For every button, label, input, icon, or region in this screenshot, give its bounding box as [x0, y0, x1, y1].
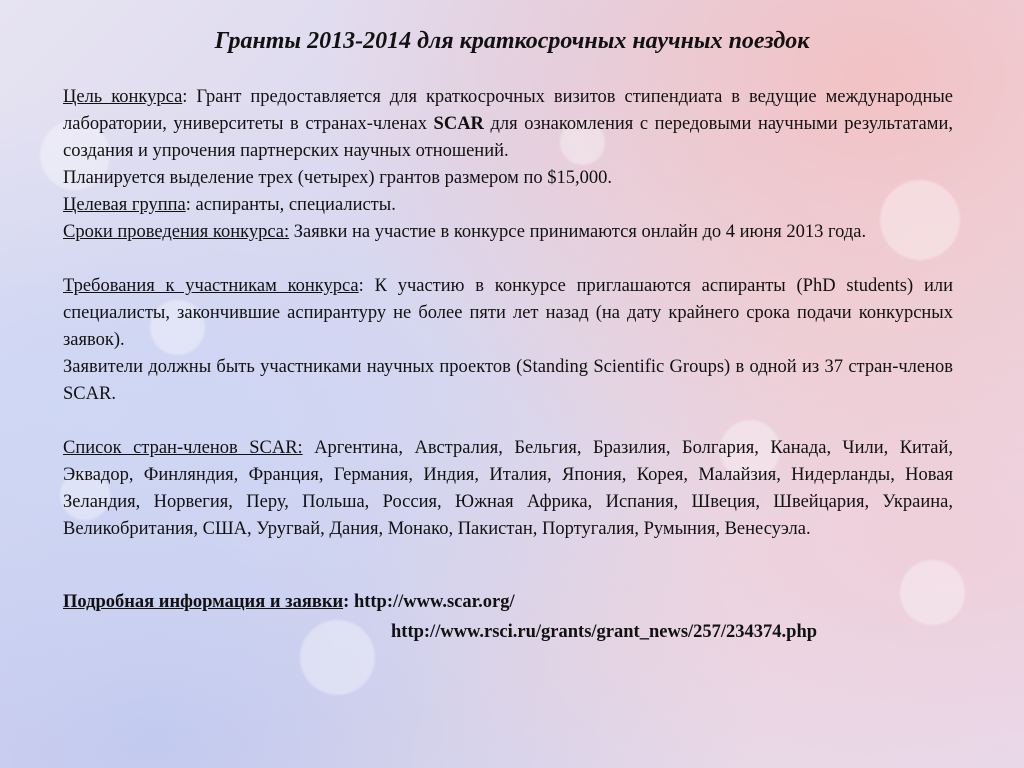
applicants-paragraph: Заявители должны быть участниками научных проектов (Standing Scientific Groups) в одной из 37 стран-членов SCAR.: [63, 357, 953, 404]
goal-emph: SCAR: [433, 114, 484, 134]
target-paragraph: [63, 192, 953, 219]
goal-label: Цель конкурса: [63, 87, 183, 107]
more-info-block: [63, 587, 953, 647]
requirements-sep: :: [358, 276, 375, 296]
countries-text: Аргентина, Австралия, Бельгия, Бразилия, Болгария, Канада, Чили, Китай, Эквадор, Финляндия, Франция, Германия, Индия, Италия, Япония, Корея, Малайзия, Нидерланды, Новая Зеландия, Норвегия, Перу, Польша, Россия, Южная Африка, Испания, Швеция, Швейцария, Украина, Великобритания, США, Уругвай, Дания, Монако, Пакистан, Португалия, Румыния, Венесуэла.: [63, 438, 954, 539]
goal-text-after: для ознакомления с передовыми научными результатами, создания и упрочения партнерских научных отношений.: [63, 114, 953, 161]
target-label: Целевая группа: [63, 195, 186, 215]
more-info-label: Подробная информация и заявки: [63, 592, 344, 612]
goal-text-before: Грант предоставляется для краткосрочных визитов стипендиата в ведущие международные лаборатории, университеты в странах-членах: [63, 87, 953, 134]
goal-sep: :: [182, 87, 197, 107]
countries-label: Список стран-членов SCAR:: [63, 438, 303, 458]
rsci-link-line: [63, 617, 953, 647]
requirements-label: Требования к участникам конкурса: [63, 276, 359, 296]
more-info-line: [63, 587, 953, 617]
plan-paragraph: Планируется выделение трех (четырех) грантов размером по $15,000.: [63, 168, 613, 188]
more-info-sep: :: [343, 592, 354, 612]
slide-title: Гранты 2013-2014 для краткосрочных научных поездок: [214, 28, 810, 54]
dates-text: Заявки на участие в конкурсе принимаются онлайн до 4 июня 2013 года.: [293, 222, 867, 242]
target-text: аспиранты, специалисты.: [195, 195, 396, 215]
rsci-link[interactable]: http://www.rsci.ru/grants/grant_news/257/234374.php: [391, 622, 818, 642]
countries-sep: [303, 438, 314, 458]
dates-paragraph: [63, 219, 953, 246]
goal-paragraph: [63, 84, 953, 165]
scar-link[interactable]: http://www.scar.org/: [353, 592, 515, 612]
target-sep: :: [185, 195, 196, 215]
countries-paragraph: [63, 435, 953, 543]
slide-body: [63, 84, 953, 647]
requirements-text: К участию в конкурсе приглашаются аспиранты (PhD students) или специалисты, закончившие аспирантуру не более пяти лет назад (на дату крайнего срока подачи конкурсных заявок).: [63, 276, 953, 350]
requirements-paragraph: [63, 273, 953, 354]
dates-label: Сроки проведения конкурса:: [63, 222, 290, 242]
